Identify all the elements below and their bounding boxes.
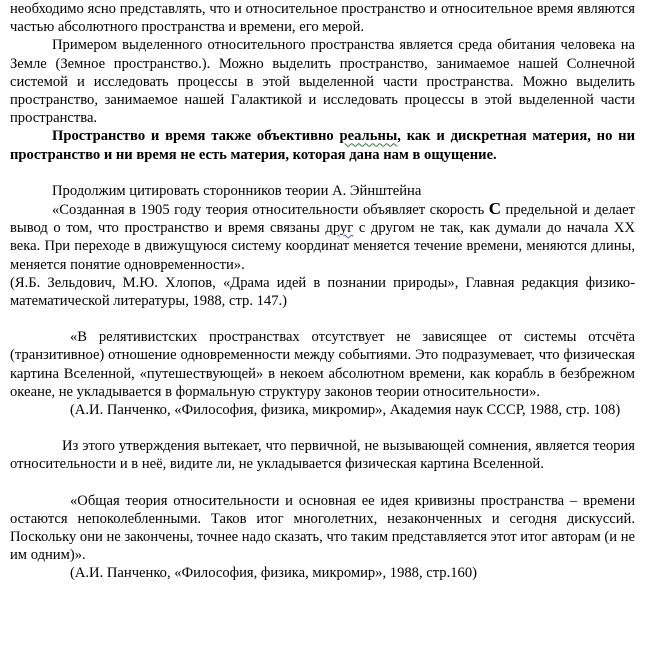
- quote2-paragraph: «В релятивистских пространствах отсутствует не зависящее от системы отсчёта (транзитивное) отношение одновременности между событиями. Это подразумевает, что физическая картина Вселенной, «путешествующей» в некоем абсолютном времени, как корабль в безбрежном океане, не укладывается в формальную структуру законов теории относительности».: [10, 329, 635, 400]
- quote2-source: (А.И. Панченко, «Философия, физика, микромир», Академия наук СССР, 1988, стр. 108): [70, 402, 621, 419]
- spacer: [10, 419, 635, 437]
- quote1-letter: С: [488, 199, 502, 219]
- bold-statement-after: , как и дискретная материя, но ни пространство и ни время не есть материя, которая дана нам в ощущение.: [10, 128, 635, 163]
- continue-line: Продолжим цитировать сторонников теории А. Эйнштейна: [52, 182, 422, 199]
- quote3-source: (А.И. Панченко, «Философия, физика, микромир», 1988, стр.160): [70, 565, 477, 582]
- quote1-part2: предельной и делает вывод о том, что пространство и время связаны: [10, 202, 635, 237]
- spacer: [10, 474, 635, 492]
- bold-statement-before: Пространство и время также объективно: [52, 128, 340, 145]
- bold-statement-paragraph: [10, 127, 635, 163]
- quote1-part1: «Созданная в 1905 году теория относительности объявляет скорость: [52, 202, 489, 219]
- conclusion-paragraph: Из этого утверждения вытекает, что первичной, не вызывающей сомнения, является теория относительности и в неё, видите ли, не укладывается физическая картина Вселенной.: [10, 438, 635, 473]
- bold-statement-underlined: реальны: [339, 128, 398, 145]
- intro-continuation-paragraph: необходимо ясно представлять, что и относительное пространство и относительное время являются частью абсолютного пространства и времени, его мерой.: [10, 1, 635, 36]
- quote3-paragraph: «Общая теория относительности и основная ее идея кривизны пространства – времени остаются непоколебленными. Таков итог многолетних, незаконченных и сегодня дискуссий. Поскольку они не закончены, точнее надо сказать, что таким представляется этот итог авторам (и не им одним)».: [10, 492, 635, 564]
- document-page: [10, 0, 635, 583]
- spacer: [10, 310, 635, 328]
- quote1-part3: с другом не так, как думали до начала XX века. При переходе в движущуюся систему координат меняется течение времени, меняются длины, меняется понятие одновременности».: [10, 220, 635, 273]
- quote1-underlined-word: друг: [325, 220, 354, 237]
- example-paragraph: Примером выделенного относительного пространства является среда обитания человека на Земле (Земное пространство.). Можно выделить пространство, занимаемое нашей Солнечной системой и исследовать процессы в этой выделенной части пространства. Можно выделить пространство, занимаемое нашей Галактикой и исследовать процессы в этой выделенной части пространства.: [10, 37, 635, 127]
- quote1-paragraph: [10, 200, 635, 274]
- spacer: [10, 164, 635, 182]
- quote1-source: (Я.Б. Зельдович, М.Ю. Хлопов, «Драма идей в познании природы», Главная редакция физико-математической литературы, 1988, стр. 147.): [10, 274, 635, 310]
